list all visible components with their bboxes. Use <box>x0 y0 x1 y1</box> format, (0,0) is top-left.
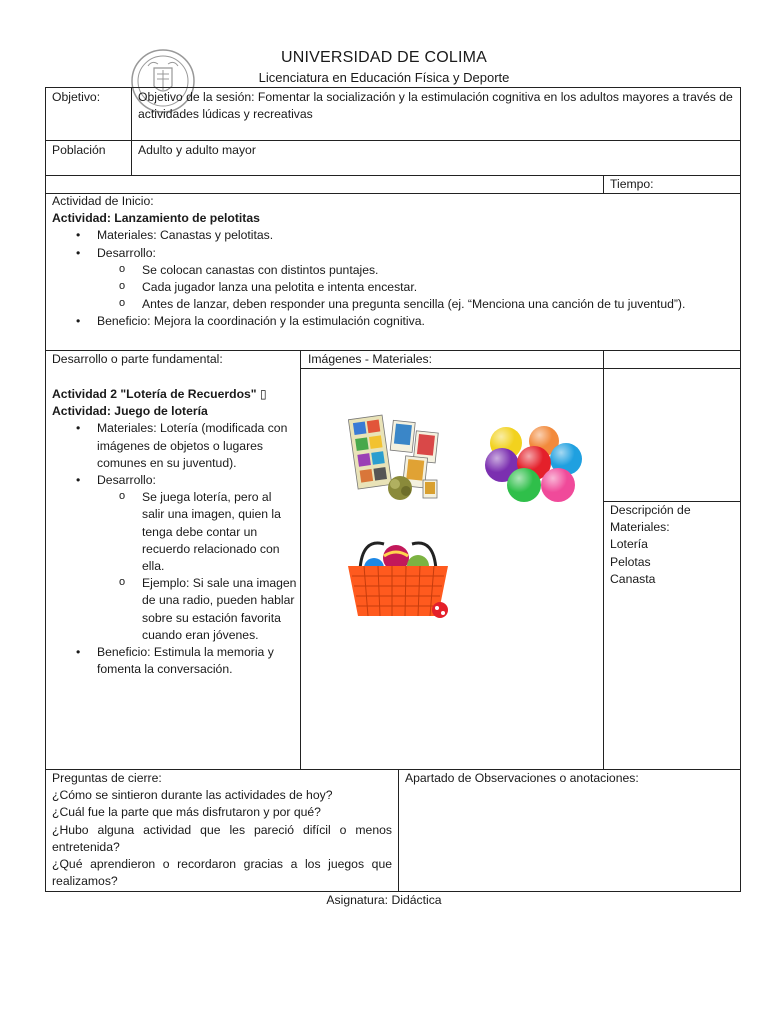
placeholder-glyph: ▯ <box>259 387 267 401</box>
objective-label: Objetivo: <box>52 90 101 104</box>
start-step: o Se colocan canastas con distintos puntajes. <box>52 262 736 279</box>
colored-balls-image <box>482 425 588 503</box>
main-activity-block <box>52 386 297 678</box>
main-step: o Ejemplo: Si sale una imagen de una radio, pueden hablar sobre su estación favorita cuando eran jóvenes. <box>52 575 297 644</box>
start-section-label: Actividad de Inicio: <box>52 194 154 208</box>
loteria-cards-image <box>348 408 443 503</box>
population-value: Adulto y adulto mayor <box>138 143 256 157</box>
subject-footer: Asignatura: Didáctica <box>326 893 442 907</box>
observations-label: Apartado de Observaciones o anotaciones: <box>405 771 639 785</box>
closing-questions <box>52 770 392 890</box>
start-materials: • Materiales: Canastas y pelotitas. <box>52 227 736 244</box>
start-activity-block <box>52 193 736 331</box>
closing-label: Preguntas de cierre: <box>52 771 162 785</box>
start-step: o Antes de lanzar, deben responder una pregunta sencilla (ej. “Menciona una canción de tu juventud”). <box>52 296 736 313</box>
material-item: Lotería <box>610 537 648 552</box>
materials-description-label: Descripción de Materiales: <box>610 503 691 535</box>
population-label: Población <box>52 143 106 157</box>
basket-image <box>344 536 452 620</box>
materials-description <box>610 502 736 588</box>
program-subtitle: Licenciatura en Educación Física y Deporte <box>258 70 510 85</box>
main-section-label: Desarrollo o parte fundamental: <box>52 352 223 366</box>
start-step: o Cada jugador lanza una pelotita e intenta encestar. <box>52 279 736 296</box>
main-step: o Se juega lotería, pero al salir una imagen, quien la tenga debe contar un recuerdo relacionado con ella. <box>52 489 297 575</box>
main-development-label: • Desarrollo: <box>52 472 297 489</box>
main-materials: • Materiales: Lotería (modificada con imágenes de objetos o lugares comunes en su juventud). <box>52 420 297 472</box>
main-benefit: • Beneficio: Estimula la memoria y fomenta la conversación. <box>52 644 297 678</box>
university-title: UNIVERSIDAD DE COLIMA <box>280 49 487 66</box>
activity-2-title: Actividad 2 "Lotería de Recuerdos" <box>52 387 260 401</box>
closing-question: ¿Hubo alguna actividad que les pareció difícil o menos entretenida? <box>52 822 392 854</box>
closing-question: ¿Cuál fue la parte que más disfrutaron y por qué? <box>52 805 321 820</box>
material-item: Pelotas <box>610 554 651 569</box>
closing-question: ¿Cómo se sintieron durante las actividades de hoy? <box>52 788 333 803</box>
images-label: Imágenes - Materiales: <box>308 352 432 366</box>
closing-question: ¿Qué aprendieron o recordaron gracias a los juegos que realizamos? <box>52 857 392 889</box>
start-development-label: • Desarrollo: <box>52 245 736 262</box>
game-title: Actividad: Juego de lotería <box>52 404 208 419</box>
time-label: Tiempo: <box>610 177 654 191</box>
material-item: Canasta <box>610 571 656 586</box>
objective-text: Objetivo de la sesión: Fomentar la socialización y la estimulación cognitiva en los adultos mayores a través de actividades lúdicas y recreativas <box>138 90 733 122</box>
start-activity-title: Actividad: Lanzamiento de pelotitas <box>52 211 260 226</box>
start-benefit: • Beneficio: Mejora la coordinación y la estimulación cognitiva. <box>52 313 736 330</box>
